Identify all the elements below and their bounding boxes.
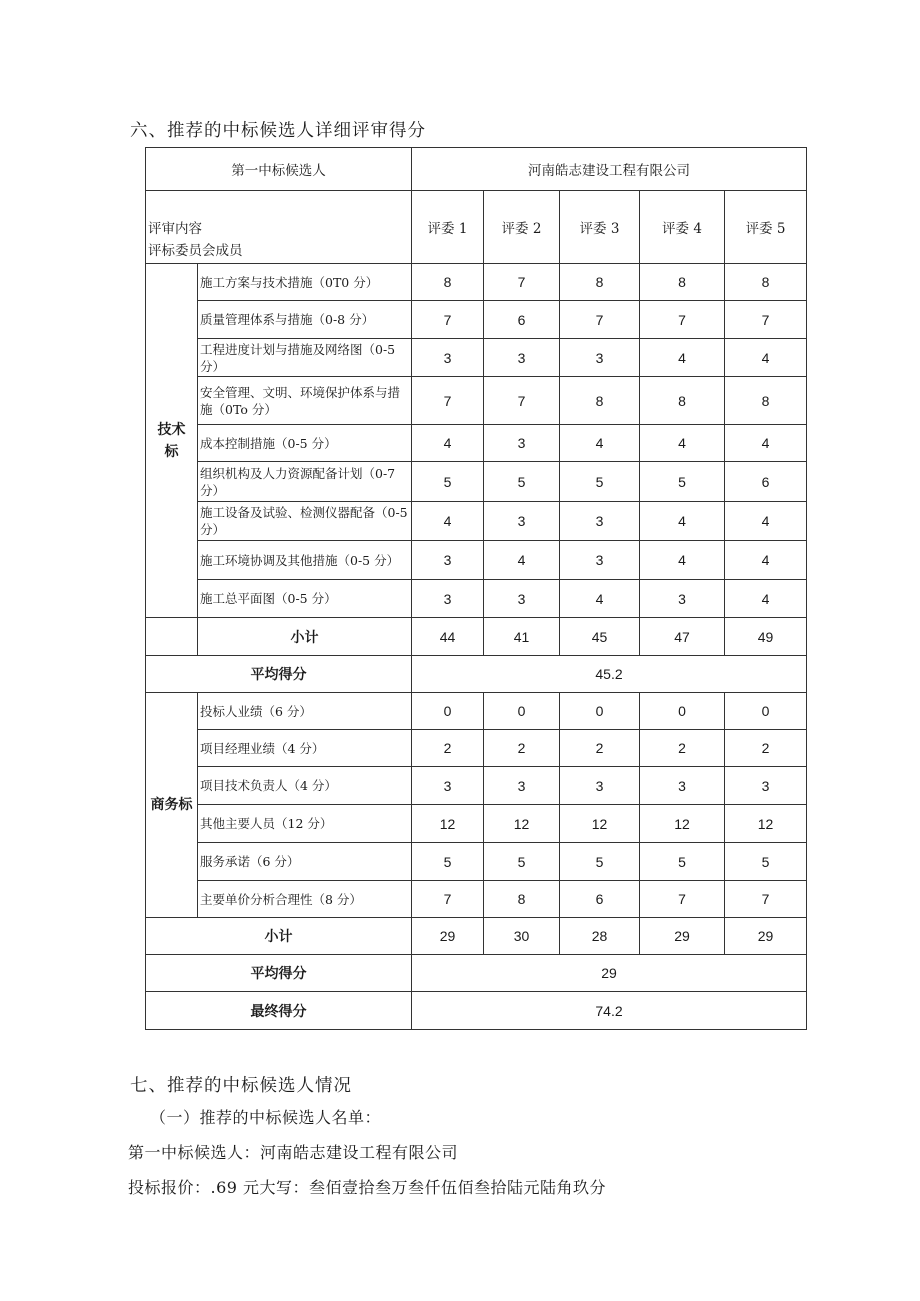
- score-cell: 8: [640, 377, 725, 425]
- score-cell: 3: [412, 767, 484, 805]
- score-cell: 8: [560, 264, 640, 301]
- score-row: [146, 502, 807, 541]
- subtotal-cell: 45: [560, 618, 640, 656]
- business-category: 商务标: [146, 693, 198, 918]
- criterion-label: 成本控制措施（0-5 分）: [198, 425, 412, 462]
- score-cell: 5: [640, 462, 725, 502]
- business-average-label: 平均得分: [146, 955, 412, 992]
- score-cell: 7: [640, 881, 725, 918]
- score-cell: 5: [560, 843, 640, 881]
- business-average-value: 29: [412, 955, 807, 992]
- criterion-label: 项目技术负责人（4 分）: [198, 767, 412, 805]
- subtotal-cell: 41: [484, 618, 560, 656]
- score-cell: 3: [412, 339, 484, 377]
- score-cell: 3: [640, 767, 725, 805]
- first-candidate-line: 第一中标候选人：河南皓志建设工程有限公司: [128, 1143, 459, 1162]
- criterion-label: 质量管理体系与措施（0-8 分）: [198, 301, 412, 339]
- score-cell: 7: [484, 377, 560, 425]
- score-row: [146, 425, 807, 462]
- empty-cell: [146, 618, 198, 656]
- judge-header: 评委 5: [725, 191, 807, 264]
- score-cell: 3: [560, 767, 640, 805]
- criterion-label: 施工环境协调及其他措施（0-5 分）: [198, 541, 412, 580]
- score-row: [146, 462, 807, 502]
- subtotal-cell: 47: [640, 618, 725, 656]
- score-cell: 3: [560, 339, 640, 377]
- judge-header: 评委 4: [640, 191, 725, 264]
- judge-header: 评委 2: [484, 191, 560, 264]
- score-cell: 0: [484, 693, 560, 730]
- subtotal-cell: 28: [560, 918, 640, 955]
- score-cell: 7: [725, 881, 807, 918]
- score-cell: 4: [640, 502, 725, 541]
- score-cell: 0: [640, 693, 725, 730]
- score-cell: 2: [412, 730, 484, 767]
- score-row: [146, 730, 807, 767]
- score-cell: 4: [560, 425, 640, 462]
- score-cell: 12: [640, 805, 725, 843]
- score-cell: 4: [640, 339, 725, 377]
- tech-average-row: [146, 656, 807, 693]
- judge-header: 评委 1: [412, 191, 484, 264]
- score-cell: 7: [412, 377, 484, 425]
- score-row: [146, 377, 807, 425]
- score-cell: 4: [725, 580, 807, 618]
- candidate-label: 第一中标候选人: [146, 148, 412, 191]
- score-cell: 8: [484, 881, 560, 918]
- subtotal-cell: 44: [412, 618, 484, 656]
- score-cell: 0: [725, 693, 807, 730]
- score-cell: 3: [560, 541, 640, 580]
- tech-subtotal-label: 小计: [198, 618, 412, 656]
- subtotal-cell: 29: [640, 918, 725, 955]
- score-table-body: [146, 148, 807, 1030]
- score-row: [146, 580, 807, 618]
- score-cell: 4: [484, 541, 560, 580]
- score-cell: 3: [484, 502, 560, 541]
- score-row: [146, 301, 807, 339]
- score-cell: 3: [484, 339, 560, 377]
- criterion-label: 施工方案与技术措施（0T0 分）: [198, 264, 412, 301]
- business-average-row: [146, 955, 807, 992]
- score-row: [146, 264, 807, 301]
- score-cell: 7: [412, 881, 484, 918]
- score-cell: 3: [560, 502, 640, 541]
- score-row: [146, 805, 807, 843]
- score-row: [146, 693, 807, 730]
- score-cell: 5: [412, 462, 484, 502]
- bid-price-line: 投标报价：.69 元大写：叁佰壹拾叁万叁仟伍佰叁拾陆元陆角玖分: [128, 1178, 607, 1197]
- score-cell: 3: [484, 580, 560, 618]
- judge-header: 评委 3: [560, 191, 640, 264]
- candidate-name: 河南皓志建设工程有限公司: [412, 148, 807, 191]
- score-cell: 2: [640, 730, 725, 767]
- tech-average-label: 平均得分: [146, 656, 412, 693]
- corner-committee-members: 评标委员会成员: [148, 243, 243, 259]
- score-table: [145, 147, 807, 1030]
- section-6-heading: 六、推荐的中标候选人详细评审得分: [130, 121, 426, 141]
- final-score-value: 74.2: [412, 992, 807, 1030]
- technical-category: 技术标: [146, 264, 198, 618]
- score-cell: 5: [560, 462, 640, 502]
- score-row: [146, 541, 807, 580]
- score-cell: 3: [412, 580, 484, 618]
- score-cell: 8: [412, 264, 484, 301]
- score-cell: 7: [484, 264, 560, 301]
- criterion-label: 主要单价分析合理性（8 分）: [198, 881, 412, 918]
- score-cell: 4: [725, 541, 807, 580]
- business-subtotal-label: 小计: [146, 918, 412, 955]
- score-cell: 2: [560, 730, 640, 767]
- criterion-label: 组织机构及人力资源配备计划（0-7 分）: [198, 462, 412, 502]
- score-cell: 0: [412, 693, 484, 730]
- score-cell: 7: [412, 301, 484, 339]
- score-cell: 6: [725, 462, 807, 502]
- criterion-label: 其他主要人员（12 分）: [198, 805, 412, 843]
- corner-header: [146, 191, 412, 264]
- candidate-row: [146, 148, 807, 191]
- score-cell: 4: [640, 541, 725, 580]
- score-cell: 8: [725, 377, 807, 425]
- score-cell: 12: [412, 805, 484, 843]
- score-cell: 3: [484, 425, 560, 462]
- score-cell: 7: [640, 301, 725, 339]
- score-cell: 6: [484, 301, 560, 339]
- corner-review-content: 评审内容: [148, 221, 202, 237]
- score-cell: 5: [412, 843, 484, 881]
- score-cell: 4: [412, 425, 484, 462]
- criterion-label: 投标人业绩（6 分）: [198, 693, 412, 730]
- criterion-label: 项目经理业绩（4 分）: [198, 730, 412, 767]
- candidate-list-subheading: （一）推荐的中标候选人名单：: [150, 1108, 382, 1127]
- business-subtotal-row: [146, 918, 807, 955]
- score-cell: 3: [412, 541, 484, 580]
- score-cell: 8: [725, 264, 807, 301]
- section-7-heading: 七、推荐的中标候选人情况: [130, 1076, 352, 1096]
- score-cell: 4: [725, 339, 807, 377]
- score-cell: 5: [725, 843, 807, 881]
- score-cell: 12: [725, 805, 807, 843]
- score-row: [146, 843, 807, 881]
- score-cell: 2: [484, 730, 560, 767]
- judges-header-row: [146, 191, 807, 264]
- score-cell: 4: [725, 425, 807, 462]
- score-cell: 7: [560, 301, 640, 339]
- score-cell: 8: [640, 264, 725, 301]
- criterion-label: 安全管理、文明、环境保护体系与措施（0To 分）: [198, 377, 412, 425]
- score-cell: 2: [725, 730, 807, 767]
- score-cell: 6: [560, 881, 640, 918]
- criterion-label: 施工设备及试验、检测仪器配备（0-5 分）: [198, 502, 412, 541]
- score-cell: 5: [640, 843, 725, 881]
- score-cell: 4: [725, 502, 807, 541]
- score-cell: 4: [640, 425, 725, 462]
- score-cell: 12: [560, 805, 640, 843]
- subtotal-cell: 29: [725, 918, 807, 955]
- criterion-label: 工程进度计划与措施及网络图（0-5 分）: [198, 339, 412, 377]
- final-score-label: 最终得分: [146, 992, 412, 1030]
- subtotal-cell: 30: [484, 918, 560, 955]
- score-cell: 12: [484, 805, 560, 843]
- final-score-row: [146, 992, 807, 1030]
- tech-average-value: 45.2: [412, 656, 807, 693]
- score-cell: 0: [560, 693, 640, 730]
- score-cell: 4: [412, 502, 484, 541]
- score-cell: 4: [560, 580, 640, 618]
- tech-subtotal-row: [146, 618, 807, 656]
- score-row: [146, 339, 807, 377]
- score-cell: 5: [484, 843, 560, 881]
- subtotal-cell: 49: [725, 618, 807, 656]
- score-cell: 3: [725, 767, 807, 805]
- score-cell: 5: [484, 462, 560, 502]
- criterion-label: 服务承诺（6 分）: [198, 843, 412, 881]
- score-row: [146, 767, 807, 805]
- criterion-label: 施工总平面图（0-5 分）: [198, 580, 412, 618]
- score-cell: 7: [725, 301, 807, 339]
- score-cell: 3: [484, 767, 560, 805]
- score-cell: 8: [560, 377, 640, 425]
- subtotal-cell: 29: [412, 918, 484, 955]
- score-cell: 3: [640, 580, 725, 618]
- score-row: [146, 881, 807, 918]
